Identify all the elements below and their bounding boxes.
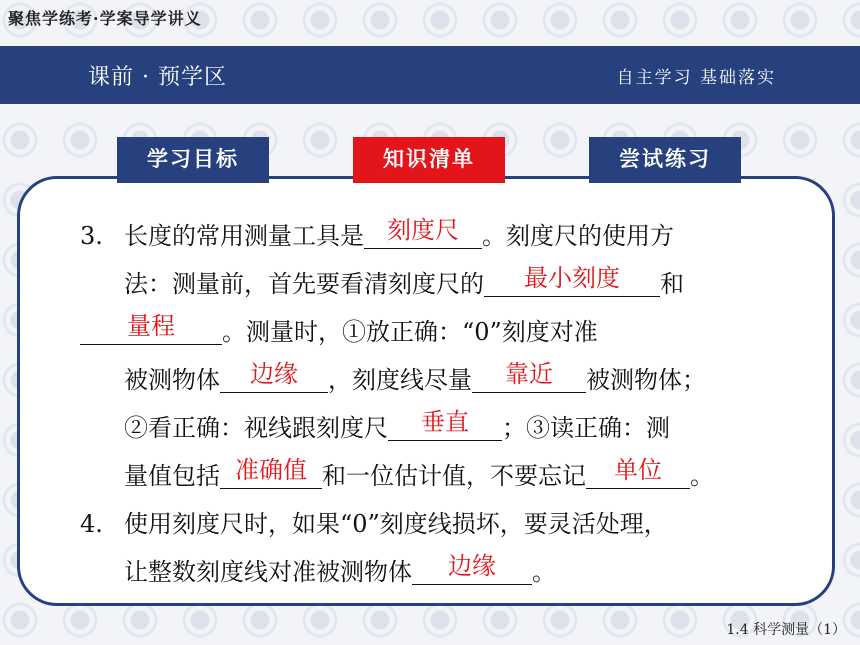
- answer-text: 最小刻度: [524, 264, 620, 292]
- list-item: [80, 212, 800, 308]
- answer-blank: [364, 212, 482, 260]
- answer-blank: [220, 452, 322, 500]
- answer-text: 刻度尺: [387, 216, 459, 244]
- section-banner: [0, 46, 860, 104]
- text-segment: 使用刻度尺时，如果“0”刻度线损坏，要灵活处理，: [124, 510, 668, 538]
- text-segment: ，刻度线尽量: [328, 366, 472, 394]
- tab-practice[interactable]: 尝试练习: [589, 137, 741, 183]
- text-segment: ②看正确：视线跟刻度尺: [124, 414, 388, 442]
- answer-text: 准确值: [235, 456, 307, 484]
- item-number: 3.: [80, 222, 103, 250]
- answer-text: 边缘: [250, 360, 298, 388]
- footer-label: 1.4 科学测量（1）: [726, 622, 846, 638]
- answer-blank: [412, 548, 532, 596]
- text-segment: 量值包括: [124, 462, 220, 490]
- text-segment: 被测物体: [124, 366, 220, 394]
- series-title: 聚焦学练考·学案导学讲义: [8, 9, 202, 28]
- list-item: [80, 500, 800, 596]
- text-segment: 让整数刻度线对准被测物体: [124, 558, 412, 586]
- answer-blank: [586, 452, 690, 500]
- text-segment: 。刻度尺的使用方: [482, 222, 674, 250]
- knowledge-content: [80, 212, 800, 596]
- answer-text: 垂直: [421, 408, 469, 436]
- tab-knowledge-list[interactable]: 知识清单: [353, 137, 505, 183]
- text-segment: 法：测量前，首先要看清刻度尺的: [124, 270, 484, 298]
- text-segment: 长度的常用测量工具是: [124, 222, 364, 250]
- text-segment: 。: [690, 462, 714, 490]
- text-segment: ；③读正确：测: [502, 414, 670, 442]
- text-segment: 。: [532, 558, 556, 586]
- answer-blank: [472, 356, 586, 404]
- text-segment: 和一位估计值，不要忘记: [322, 462, 586, 490]
- text-segment: 。测量时，①放正确：“0”刻度对准: [222, 318, 598, 346]
- answer-blank: [80, 308, 222, 356]
- text-segment: 被测物体；: [586, 366, 706, 394]
- answer-text: 边缘: [448, 552, 496, 580]
- section-subtitle: 自主学习 基础落实: [616, 68, 776, 88]
- answer-text: 靠近: [505, 360, 553, 388]
- answer-blank: [388, 404, 502, 452]
- section-title: 课前 · 预学区: [88, 65, 227, 90]
- item-number: 4.: [80, 510, 103, 538]
- answer-text: 单位: [614, 456, 662, 484]
- text-segment: 和: [660, 270, 684, 298]
- answer-blank: [220, 356, 328, 404]
- answer-blank: [484, 260, 660, 308]
- tab-learning-goals[interactable]: 学习目标: [117, 137, 269, 183]
- answer-text: 量程: [127, 312, 175, 340]
